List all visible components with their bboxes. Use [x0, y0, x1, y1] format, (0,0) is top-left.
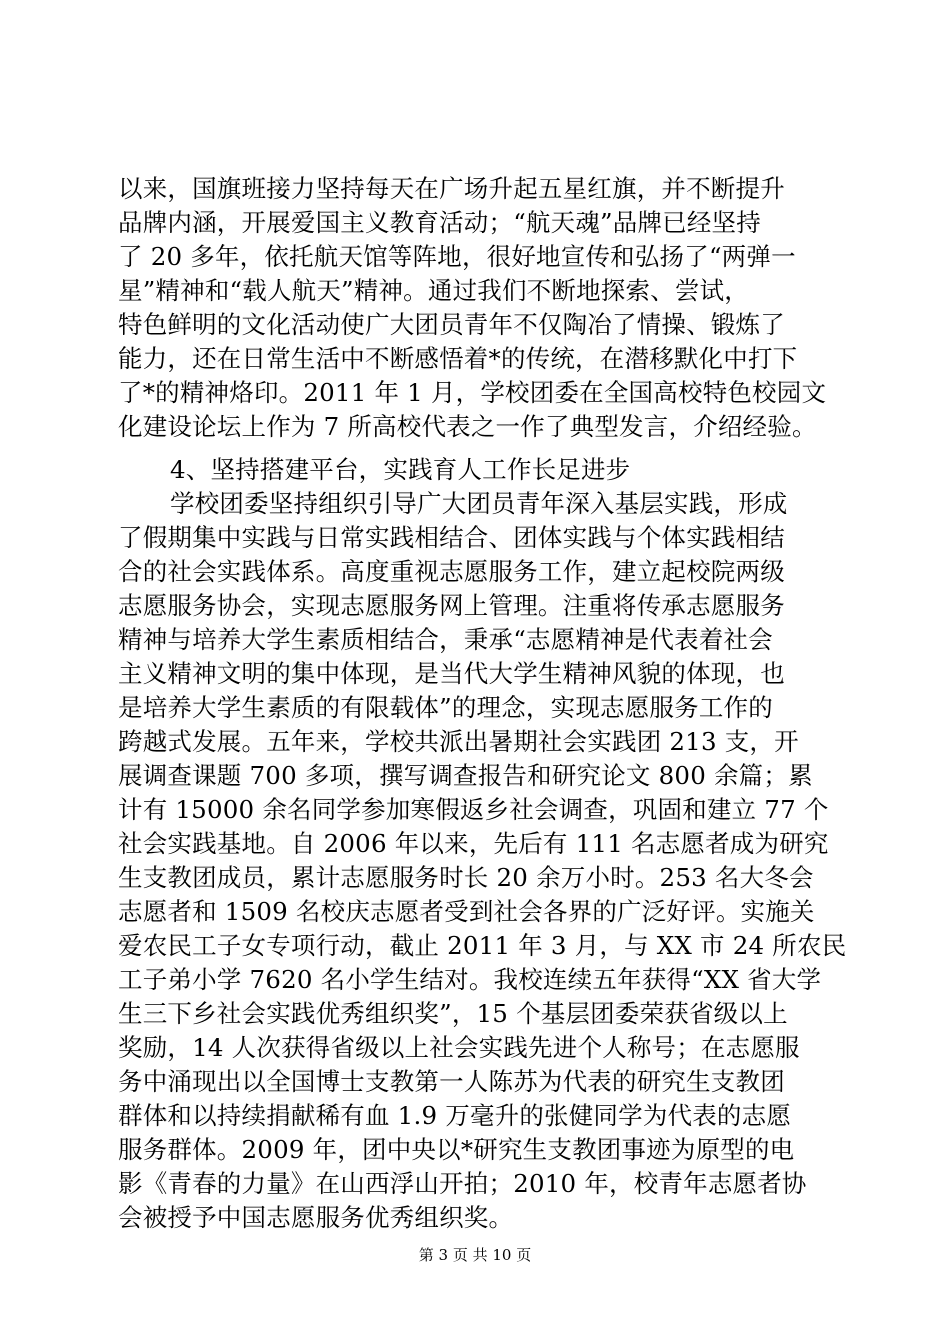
paragraph-line: 务中涌现出以全国博士支教第一人陈苏为代表的研究生支教团	[118, 1067, 785, 1096]
paragraph-line: 志愿服务协会，实现志愿服务网上管理。注重将传承志愿服务	[118, 591, 785, 620]
paragraph-line: 学校团委坚持组织引导广大团员青年深入基层实践，形成	[170, 489, 788, 518]
paragraph-line: 会被授予中国志愿服务优秀组织奖。	[118, 1203, 514, 1232]
paragraph-line: 服务群体。2009 年，团中央以*研究生支教团事迹为原型的电	[118, 1135, 795, 1164]
paragraph-line: 以来，国旗班接力坚持每天在广场升起五星红旗，并不断提升	[118, 174, 785, 203]
paragraph-line: 工子弟小学 7620 名小学生结对。我校连续五年获得“XX 省大学	[118, 965, 822, 994]
paragraph-line: 生三下乡社会实践优秀组织奖”，15 个基层团委荣获省级以上	[118, 999, 788, 1028]
paragraph-line: 化建设论坛上作为 7 所高校代表之一作了典型发言，介绍经验。	[118, 412, 817, 441]
section-heading-4: 4、坚持搭建平台，实践育人工作长足进步	[170, 455, 631, 484]
paragraph-line: 社会实践基地。自 2006 年以来，先后有 111 名志愿者成为研究	[118, 829, 829, 858]
paragraph-line: 志愿者和 1509 名校庆志愿者受到社会各界的广泛好评。实施关	[118, 897, 815, 926]
paragraph-line: 奖励，14 人次获得省级以上社会实践先进个人称号；在志愿服	[118, 1033, 800, 1062]
paragraph-line: 跨越式发展。五年来，学校共派出暑期社会实践团 213 支，开	[118, 727, 799, 756]
paragraph-line: 计有 15000 余名同学参加寒假返乡社会调查，巩固和建立 77 个	[118, 795, 829, 824]
paragraph-line: 展调查课题 700 多项，撰写调查报告和研究论文 800 余篇；累	[118, 761, 813, 790]
paragraph-line: 特色鲜明的文化活动使广大团员青年不仅陶冶了情操、锻炼了	[118, 310, 785, 339]
paragraph-line: 合的社会实践体系。高度重视志愿服务工作，建立起校院两级	[118, 557, 785, 586]
paragraph-line: 精神与培养大学生素质相结合，秉承“志愿精神是代表着社会	[118, 625, 773, 654]
paragraph-line: 主义精神文明的集中体现，是当代大学生精神风貌的体现，也	[118, 659, 785, 688]
paragraph-line: 群体和以持续捐献稀有血 1.9 万毫升的张健同学为代表的志愿	[118, 1101, 792, 1130]
paragraph-line: 了*的精神烙印。2011 年 1 月，学校团委在全国高校特色校园文	[118, 378, 827, 407]
paragraph-line: 了 20 多年，依托航天馆等阵地，很好地宣传和弘扬了“两弹一	[118, 242, 796, 271]
paragraph-line: 了假期集中实践与日常实践相结合、团体实践与个体实践相结	[118, 523, 785, 552]
paragraph-line: 能力，还在日常生活中不断感悟着*的传统，在潜移默化中打下	[118, 344, 798, 373]
paragraph-line: 影《青春的力量》在山西浮山开拍；2010 年，校青年志愿者协	[118, 1169, 807, 1198]
paragraph-line: 爱农民工子女专项行动，截止 2011 年 3 月，与 XX 市 24 所农民	[118, 931, 847, 960]
paragraph-line: 品牌内涵，开展爱国主义教育活动；“航天魂”品牌已经坚持	[118, 208, 761, 237]
paragraph-line: 是培养大学生素质的有限载体”的理念，实现志愿服务工作的	[118, 693, 773, 722]
paragraph-line: 生支教团成员，累计志愿服务时长 20 余万小时。253 名大冬会	[118, 863, 814, 892]
page-number-footer: 第 3 页 共 10 页	[418, 1246, 532, 1264]
paragraph-line: 星”精神和“载人航天”精神。通过我们不断地探索、尝试，	[118, 276, 749, 305]
